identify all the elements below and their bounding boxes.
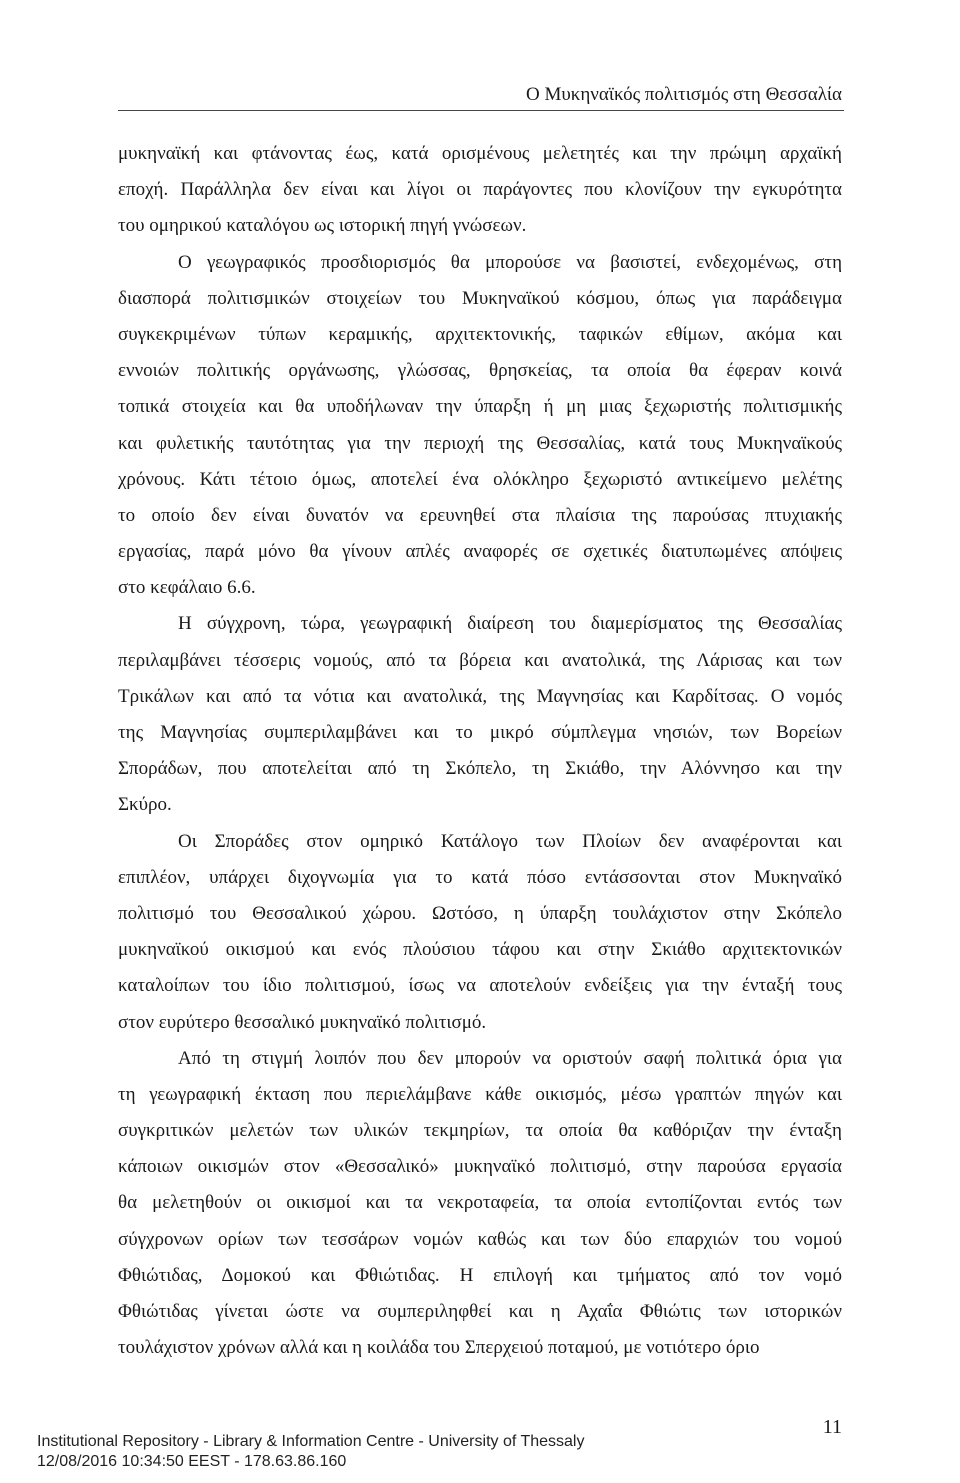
text-line: Από τη στιγμή λοιπόν που δεν μπορούν να οριστούν σαφή πολιτικά όρια για	[178, 1047, 842, 1069]
paragraph	[118, 1041, 842, 1367]
text-line: Σποράδων, που αποτελείται από τη Σκόπελο, τη Σκιάθο, την Αλόννησο και την	[118, 758, 842, 780]
text-line: Σκύρο.	[118, 794, 172, 816]
text-line: συγκεκριμένων τύπων κεραμικής, αρχιτεκτονικής, ταφικών εθίμων, ακόμα και	[118, 323, 842, 345]
text-line: πολιτισμό του Θεσσαλικού χώρου. Ωστόσο, η ύπαρξη τουλάχιστον στην Σκόπελο	[118, 902, 842, 924]
text-line: Ο γεωγραφικός προσδιορισμός θα μπορούσε να βασιστεί, ενδεχομένως, στη	[178, 251, 842, 273]
paragraph	[118, 606, 842, 823]
text-line: επιπλέον, υπάρχει διχογνωμία για το κατά πόσο εντάσσονται στον Μυκηναϊκό	[118, 866, 842, 888]
paragraph	[118, 136, 842, 245]
footer-repository-line: Institutional Repository - Library & Information Centre - University of Thessaly	[37, 1433, 585, 1450]
text-line: Οι Σποράδες στον ομηρικό Κατάλογο των Πλοίων δεν αναφέρονται και	[178, 830, 842, 852]
text-line: στον ευρύτερο θεσσαλικό μυκηναϊκό πολιτισμό.	[118, 1011, 487, 1033]
footer-timestamp-line: 12/08/2016 10:34:50 EEST - 178.63.86.160	[37, 1453, 347, 1470]
text-line: τοπικά στοιχεία και θα υποδήλωναν την ύπαρξη ή μη μιας ξεχωριστής πολιτισμικής	[118, 396, 842, 418]
text-line: Η σύγχρονη, τώρα, γεωγραφική διαίρεση του διαμερίσματος της Θεσσαλίας	[178, 613, 842, 635]
text-line: σύγχρονων ορίων των τεσσάρων νομών καθώς και των δύο επαρχιών του νομού	[118, 1228, 842, 1250]
text-line: τουλάχιστον χρόνων αλλά και η κοιλάδα του Σπερχειού ποταμού, με νοτιότερο όριο	[118, 1337, 760, 1359]
page-number: 11	[822, 1416, 842, 1438]
text-line: εννοιών πολιτικής οργάνωσης, γλώσσας, θρησκείας, τα οποία θα έφεραν κοινά	[118, 360, 842, 382]
running-header: Ο Μυκηναϊκός πολιτισμός στη Θεσσαλία	[526, 84, 842, 105]
text-line: και φυλετικής ταυτότητας για την περιοχή της Θεσσαλίας, κατά τους Μυκηναϊκούς	[118, 432, 842, 454]
header-rule	[118, 110, 844, 111]
text-line: Φθιώτιδας, Δομοκού και Φθιώτιδας. Η επιλογή και τμήματος από τον νομό	[118, 1264, 842, 1286]
text-line: διασπορά πολιτισμικών στοιχείων του Μυκηναϊκού κόσμου, όπως για παράδειγμα	[118, 287, 842, 309]
paragraph	[118, 824, 842, 1041]
text-line: καταλοίπων του ίδιο πολιτισμού, ίσως να αποτελούν ενδείξεις για την ένταξή τους	[118, 975, 842, 997]
text-line: συγκριτικών μελετών των υλικών τεκμηρίων, τα οποία θα καθόριζαν την ένταξη	[118, 1120, 842, 1142]
repository-footer	[37, 1432, 584, 1472]
text-line: περιλαμβάνει τέσσερις νομούς, από τα βόρεια και ανατολικά, της Λάρισας και των	[118, 649, 842, 671]
text-line: μυκηναϊκού οικισμού και ενός πλούσιου τάφου και στην Σκιάθο αρχιτεκτονικών	[118, 939, 842, 961]
text-line: εποχή. Παράλληλα δεν είναι και λίγοι οι παράγοντες που κλονίζουν την εγκυρότητα	[118, 179, 842, 201]
text-line: κάποιων οικισμών στον «Θεσσαλικό» μυκηναϊκό πολιτισμό, στην παρούσα εργασία	[118, 1156, 842, 1178]
text-line: εργασίας, παρά μόνο θα γίνουν απλές αναφορές σε σχετικές διατυπωμένες απόψεις	[118, 541, 842, 563]
text-line: μυκηναϊκή και φτάνοντας έως, κατά ορισμένους μελετητές και την πρώιμη αρχαϊκή	[118, 143, 842, 164]
body-text	[118, 136, 842, 1366]
text-line: Τρικάλων και από τα νότια και ανατολικά, της Μαγνησίας και Καρδίτσας. Ο νομός	[118, 685, 842, 707]
paragraph	[118, 245, 842, 607]
text-line: το οποίο δεν είναι δυνατόν να ερευνηθεί στα πλαίσια της παρούσας πτυχιακής	[118, 504, 842, 526]
text-line: του ομηρικού καταλόγου ως ιστορική πηγή γνώσεων.	[118, 215, 527, 237]
text-line: τη γεωγραφική έκταση που περιελάμβανε κάθε οικισμός, μέσω γραπτών πηγών και	[118, 1083, 842, 1105]
text-line: χρόνους. Κάτι τέτοιο όμως, αποτελεί ένα ολόκληρο ξεχωριστό αντικείμενο μελέτης	[118, 468, 842, 490]
text-line: Φθιώτιδας γίνεται ώστε να συμπεριληφθεί και η Αχαΐα Φθιώτις των ιστορικών	[118, 1301, 842, 1322]
text-line: στο κεφάλαιο 6.6.	[118, 577, 256, 599]
text-line: της Μαγνησίας συμπεριλαμβάνει και το μικρό σύμπλεγμα νησιών, των Βορείων	[118, 722, 842, 743]
text-line: θα μελετηθούν οι οικισμοί και τα νεκροταφεία, τα οποία εντοπίζονται εντός των	[118, 1192, 842, 1214]
